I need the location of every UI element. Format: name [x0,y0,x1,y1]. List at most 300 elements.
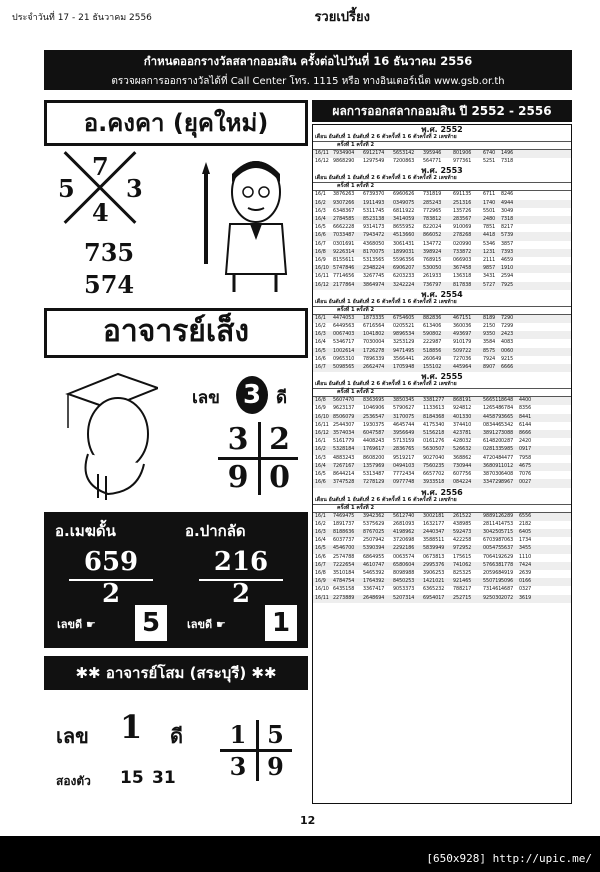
table-cell: 16/9 [315,258,326,264]
table-cell: 5715 [501,529,514,535]
paklat-number-1: 216 [213,547,269,577]
table-cell: 401330 [453,414,472,420]
table-cell: 16/8 [315,570,326,576]
table-cell: 921465 [453,579,472,585]
table-cell: 16/2 [315,447,326,453]
table-cell: 493697 [453,332,472,338]
table-cell: 7958 [519,455,532,461]
table-cell: 5465392 [363,570,385,576]
table-cell: 2594 [501,274,514,280]
table-cell: 576638 [483,562,502,568]
table-cell: 9307266 [333,200,355,206]
table-cell: 2273889 [333,595,355,601]
som-grid-cell: 3 [220,749,256,781]
table-cell: 005475 [483,546,502,552]
table-cell: 4400 [519,398,532,404]
table-cell: 5328184 [333,447,355,453]
table-cell: 2648694 [363,595,385,601]
table-cell: 8170075 [363,249,385,255]
table-cell: 1769617 [363,447,385,453]
table-cell: 526632 [453,447,472,453]
table-cell: 083446 [483,422,502,428]
seng-title: อาจารย์เส็ง [44,308,308,358]
table-row [313,364,571,372]
table-cell: 8666 [519,431,532,437]
table-cell: 0166 [519,579,532,585]
table-cell: 251316 [453,200,472,206]
table-cell: 550719 [483,579,502,585]
table-row [313,446,571,454]
table-cell: 3584 [483,340,496,346]
column-subheader: ครั้งที่ 1 ครั้งที่ 2 [313,142,571,150]
x-right-number: 3 [126,174,143,203]
table-cell: 3720698 [393,538,415,544]
seng-grid-cell: 0 [258,457,298,495]
table-row [313,282,571,290]
table-cell: 2662474 [363,365,385,371]
table-cell: 910179 [453,340,472,346]
table-cell: 3574034 [333,431,355,437]
table-cell: 4418 [483,233,496,239]
table-row [313,545,571,553]
table-row [313,455,571,463]
table-cell: 509722 [453,348,472,354]
table-cell: 2111 [483,258,496,264]
table-cell: 16/12 [315,431,329,437]
table-cell: 866052 [423,233,442,239]
table-cell: 5375629 [363,521,385,527]
table-cell: 6711 [483,192,496,198]
table-cell: 16/9 [315,406,326,412]
column-header: เดือน อันดับที่ 1 อันดับที่ 2 6 ตัวครั้งที่ 1 6 ตัวครั้งที่ 2 เลขท้าย [313,134,571,142]
table-cell: 1740 [483,200,496,206]
som-lek-label: เลข [56,724,89,748]
table-cell: 445964 [453,365,472,371]
table-cell: 16/12 [315,282,329,288]
table-cell: 16/4 [315,463,326,469]
column-subheader: ครั้งที่ 1 ครั้งที่ 2 [313,183,571,191]
table-cell: 16/10 [315,414,329,420]
table-cell: 8644214 [333,472,355,478]
seng-key-number: 3 [236,376,268,414]
table-cell: 614820 [483,439,502,445]
table-cell: 6716564 [363,324,385,330]
table-cell: 2507942 [363,538,385,544]
table-row [313,150,571,158]
table-cell: 2639 [519,570,532,576]
table-cell: 16/2 [315,324,326,330]
table-cell: 4408243 [363,439,385,445]
table-cell: 367458 [453,266,472,272]
table-cell: 590802 [423,332,442,338]
table-row [313,232,571,240]
table-cell: 2784585 [333,217,355,223]
medan-number-1: 659 [83,547,139,577]
medan-number-2: 2 [101,579,121,609]
som-two-number-2: 31 [152,768,176,788]
table-cell: 9350 [483,332,496,338]
table-cell: 0349075 [393,200,415,206]
table-cell: 592473 [453,529,472,535]
table-cell: 977361 [453,159,472,165]
table-cell: 564771 [423,159,442,165]
image-host-footer: [650x928] http://upic.me/ [426,852,592,865]
table-cell: 6954017 [423,595,445,601]
table-cell: 1012 [501,463,514,469]
table-cell: 5839949 [423,546,445,552]
table-cell: 2423 [501,332,514,338]
table-cell: 16/5 [315,225,326,231]
x-cross [54,150,144,230]
table-cell: 3367417 [363,587,385,593]
table-cell: 8523138 [363,217,385,223]
table-cell: 5727 [483,282,496,288]
table-cell: 3566441 [393,356,415,362]
table-cell: 1041802 [363,332,385,338]
table-cell: 5311745 [363,208,385,214]
table-cell: 0027 [519,480,532,486]
table-cell: 1891737 [333,521,355,527]
seng-grid-cell: 2 [258,422,298,457]
table-cell: 5747846 [333,266,355,272]
table-cell: 6435158 [333,587,355,593]
table-cell: 16/8 [315,249,326,255]
table-row [313,562,571,570]
table-row [313,586,571,594]
table-cell: 3061431 [393,241,415,247]
table-cell: 6047587 [363,431,385,437]
table-cell: 1133613 [423,406,445,412]
table-cell: 422258 [453,538,472,544]
column-header: เดือน อันดับที่ 1 อันดับที่ 2 6 ตัวครั้งที่ 1 6 ตัวครั้งที่ 2 เลขท้าย [313,299,571,307]
table-cell: 3588511 [423,538,445,544]
table-cell: 1899031 [393,249,415,255]
table-cell: 7772434 [393,472,415,478]
table-cell: 2182 [519,521,532,527]
x-left-number: 5 [58,174,75,203]
table-cell: 16/6 [315,480,326,486]
banner-line-2: ตรวจผลการออกรางวัลได้ที่ Call Center โทร. 1115 หรือ ทางอินเตอร์เน็ต www.gsb.or.th [111,76,505,87]
table-cell: 2536547 [363,414,385,420]
table-cell: 4198962 [393,529,415,535]
table-cell: 7934904 [333,151,355,156]
table-cell: 3088 [501,431,514,437]
paklat-led-label [187,615,226,633]
table-cell: 261933 [423,274,442,280]
table-cell: 6754605 [393,315,415,321]
table-row [313,479,571,487]
table-cell: 387030 [483,472,502,478]
table-cell: 16/4 [315,340,326,346]
column-header: เดือน อันดับที่ 1 อันดับที่ 2 6 ตัวครั้งที่ 1 6 ตัวครั้งที่ 2 เลขท้าย [313,175,571,183]
table-cell: 8363695 [363,398,385,404]
som-title [44,656,308,690]
table-cell: 1930375 [363,422,385,428]
table-row [313,537,571,545]
table-cell: 16/7 [315,365,326,371]
table-cell: 16/4 [315,538,326,544]
table-row [313,422,571,430]
table-cell: 825325 [453,570,472,576]
table-cell: 0327 [519,587,532,593]
results-table-title: ผลการออกสลากออมสิน ปี 2552 - 2556 [312,100,572,122]
table-cell: 706419 [483,554,502,560]
som-key-number: 1 [120,708,143,746]
table-cell: 727036 [453,356,472,362]
table-row [313,158,571,166]
table-cell: 16/7 [315,241,326,247]
table-cell: 2574788 [333,554,355,560]
table-cell: 7290 [501,315,514,321]
table-cell: 6449563 [333,324,355,330]
table-cell: 368091 [483,463,502,469]
year-label: พ.ศ. 2554 [421,289,463,299]
som-di-label: ดี [170,724,183,748]
table-cell: 135726 [453,208,472,214]
table-cell: 5098565 [333,365,355,371]
table-cell: 16/11 [315,422,329,428]
table-cell: 5790627 [393,406,415,412]
paklat-led-text: เลขดี [187,618,213,631]
pair-number-1: 735 [84,238,135,267]
table-cell: 467151 [453,315,472,321]
table-cell: 16/9 [315,579,326,585]
table-cell: 304250 [483,529,502,535]
table-cell: 988912 [483,513,502,519]
table-cell: 882836 [423,315,442,321]
table-cell: 16/1 [315,192,326,198]
table-cell: 222987 [423,340,442,346]
table-cell: 285243 [423,200,442,206]
table-cell: 368862 [453,455,472,461]
table-row [313,430,571,438]
table-cell: 7560235 [423,463,445,469]
table-cell: 7714656 [333,274,355,280]
table-cell: 7469475 [333,513,355,519]
table-cell: 9623137 [333,406,355,412]
table-row [313,521,571,529]
table-cell: 3864974 [363,282,385,288]
table-cell: 205968 [483,570,502,576]
table-cell: 6912174 [363,151,385,156]
table-cell: 334729 [483,480,502,486]
table-cell: 3747528 [333,480,355,486]
table-cell: 4175340 [423,422,445,428]
table-cell: 261522 [453,513,472,519]
table-cell: 7033487 [333,233,355,239]
table-row [313,331,571,339]
table-cell: 175615 [453,554,472,560]
medan-led-label [57,615,96,633]
x-bottom-number: 4 [92,198,109,227]
table-cell: 066903 [453,258,472,264]
table-row [313,348,571,356]
issue-date: ประจำวันที่ 17 - 21 ธันวาคม 2556 [12,13,152,23]
table-cell: 16/5 [315,472,326,478]
table-cell: 566511 [483,398,502,404]
table-row [313,570,571,578]
table-cell: 2348224 [363,266,385,272]
table-cell: 472048 [483,455,502,461]
column-subheader: ครั้งที่ 1 ครั้งที่ 2 [313,505,571,513]
results-table [312,124,572,804]
table-cell: 7851 [483,225,496,231]
table-cell: 817838 [453,282,472,288]
table-cell: 2836765 [393,447,415,453]
table-cell: 8441 [519,414,532,420]
table-cell: 0063574 [393,554,415,560]
table-cell: 4610747 [363,562,385,568]
table-cell: 8575 [483,348,496,354]
table-row [313,438,571,446]
table-cell: 283567 [453,217,472,223]
table-cell: 6666 [501,365,514,371]
pair-number-2: 574 [84,270,135,299]
table-cell: 7924 [483,356,496,362]
table-row [313,397,571,405]
table-cell: 2440347 [423,529,445,535]
table-cell: 7267167 [333,463,355,469]
table-cell: 0060 [501,348,514,354]
table-cell: 16/11 [315,151,329,156]
table-cell: 7943472 [363,233,385,239]
table-cell: 6556 [519,513,532,519]
table-cell: 733872 [453,249,472,255]
seng-prediction [44,362,308,510]
table-cell: 6740 [483,151,496,156]
table-cell: 0494103 [393,463,415,469]
table-cell: 6784 [501,406,514,412]
table-cell: 8246 [501,192,514,198]
medan-led-text: เลขดี [57,618,83,631]
table-cell: 8155611 [333,258,355,264]
brand-logo: รวยเปรี้ยง [314,10,370,25]
table-cell: 670398 [483,538,502,544]
table-cell: 134772 [423,241,442,247]
table-cell: 4944 [501,200,514,206]
table-cell: 6864955 [363,554,385,560]
table-cell: 8217 [501,225,514,231]
table-cell: 4659 [501,258,514,264]
table-cell: 16/5 [315,546,326,552]
table-cell: 1734 [519,538,532,544]
column-subheader: ครั้งที่ 1 ครั้งที่ 2 [313,389,571,397]
table-cell: 16/1 [315,439,326,445]
table-cell: 6348367 [333,208,355,214]
table-cell: 2544307 [333,422,355,428]
table-cell: 084224 [453,480,472,486]
table-cell: 6405 [519,529,532,535]
table-cell: 9215 [501,356,514,362]
table-cell: 5313565 [363,258,385,264]
table-cell: 0287 [501,439,514,445]
table-cell: 16/2 [315,521,326,527]
table-cell: 126548 [483,406,502,412]
table-cell: 530050 [423,266,442,272]
table-cell: 0917 [519,447,532,453]
table-cell: 7278129 [363,480,385,486]
table-row [313,595,571,603]
table-cell: 16/1 [315,513,326,519]
table-cell: 16/3 [315,332,326,338]
announcement-banner [44,50,572,90]
table-cell: 6657702 [423,472,445,478]
table-cell: 730944 [453,463,472,469]
table-cell: 2177864 [333,282,355,288]
table-cell: 6960626 [393,192,415,198]
table-cell: 136318 [453,274,472,280]
paklat-final-number: 1 [265,605,297,641]
table-row [313,249,571,257]
table-cell: 2150 [483,324,496,330]
column-header: เดือน อันดับที่ 1 อันดับที่ 2 6 ตัวครั้งที่ 1 6 ตัวครั้งที่ 2 เลขท้าย [313,497,571,505]
table-row [313,208,571,216]
table-cell: 6289 [501,513,514,519]
table-cell: 4546700 [333,546,355,552]
table-row [313,224,571,232]
table-cell: 16/6 [315,356,326,362]
table-row [313,405,571,413]
page-number: 12 [300,814,316,827]
table-cell: 1778 [501,562,514,568]
table-cell: 3876263 [333,192,355,198]
table-row [313,414,571,422]
table-cell: 4477 [501,455,514,461]
table-row [313,529,571,537]
star-icon: ✱✱ [75,664,101,682]
table-cell: 260649 [423,356,442,362]
table-cell: 7424 [519,562,532,568]
table-cell: 1357969 [363,463,385,469]
table-cell: 423781 [453,431,472,437]
table-cell: 1911493 [363,200,385,206]
table-cell: 768915 [423,258,442,264]
table-cell: 6203233 [393,274,415,280]
table-cell: 4513660 [393,233,415,239]
paklat-number-2: 2 [231,579,251,609]
x-top-number: 7 [92,152,109,181]
table-cell: 5612740 [393,513,415,519]
table-cell: 395946 [423,151,442,156]
pointing-hand-icon: ☛ [216,618,226,631]
table-cell: 4919 [501,570,514,576]
year-label: พ.ศ. 2556 [421,487,463,497]
table-cell: 6365232 [423,587,445,593]
table-cell: 0067403 [333,332,355,338]
table-cell: 3857 [501,241,514,247]
medan-box [44,512,178,648]
table-cell: 7318 [501,159,514,165]
table-cell: 7076 [519,472,532,478]
table-cell: 1110 [519,554,532,560]
table-cell: 3253129 [393,340,415,346]
table-cell: 924812 [453,406,472,412]
table-cell: 783812 [423,217,442,223]
table-cell: 1764392 [363,579,385,585]
table-cell: 0301691 [333,241,355,247]
table-cell: 3906253 [423,570,445,576]
table-cell: 4687 [501,587,514,593]
table-row [313,257,571,265]
table-cell: 1496 [501,151,514,156]
table-cell: 788217 [453,587,472,593]
table-cell: 9027040 [423,455,445,461]
paklat-box [174,512,308,648]
table-cell: 2995376 [423,562,445,568]
table-cell: 2681093 [393,521,415,527]
table-cell: 4883243 [333,455,355,461]
table-cell: 16/10 [315,266,329,272]
